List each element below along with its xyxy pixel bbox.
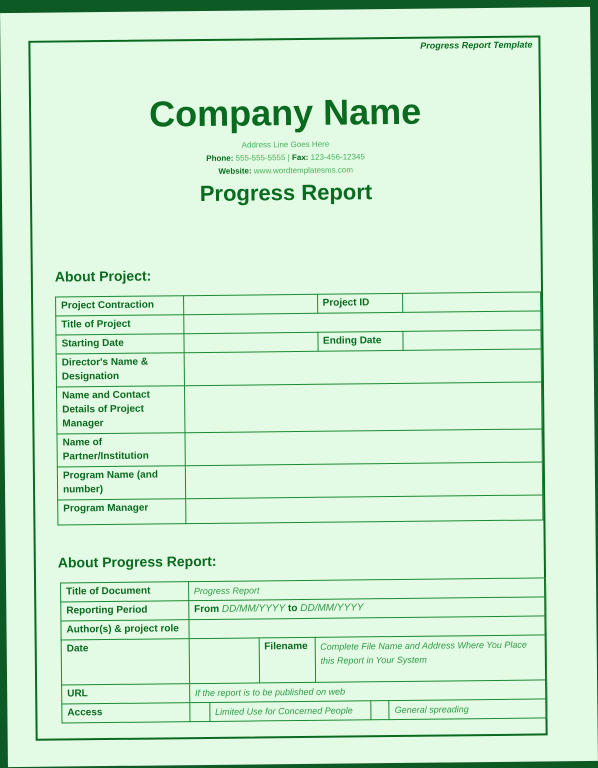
about-progress-heading: About Progress Report:	[57, 552, 217, 571]
program-name-label: Program Name (and number)	[57, 466, 185, 500]
table-row	[58, 495, 543, 525]
access-checkbox-1[interactable]	[190, 702, 210, 721]
phone-value: 555-555-5555	[235, 153, 286, 163]
contact-details-field[interactable]	[184, 382, 542, 433]
from-label: From	[194, 603, 220, 616]
table-row	[62, 699, 547, 723]
date-field[interactable]	[189, 638, 259, 684]
to-label: to	[287, 603, 298, 615]
table-row	[56, 349, 541, 387]
filename-value[interactable]: Complete File Name and Address Where You Place this Report in Your System	[315, 635, 547, 682]
project-id-label: Project ID	[317, 293, 403, 313]
about-project-table	[55, 291, 543, 525]
partner-label: Name of Partner/Institution	[57, 433, 185, 467]
url-label: URL	[62, 684, 190, 704]
table-row	[57, 462, 542, 500]
about-project-heading: About Project:	[54, 267, 152, 285]
starting-date-label: Starting Date	[56, 334, 184, 354]
to-date: DD/MM/YYYY	[300, 602, 364, 614]
program-name-field[interactable]	[185, 462, 542, 499]
about-progress-table	[60, 577, 547, 723]
table-row	[61, 635, 546, 685]
url-value[interactable]: If the report is to be published on web	[189, 680, 546, 703]
directors-name-label: Director's Name & Designation	[56, 353, 184, 387]
table-row	[57, 429, 542, 467]
fax-value: 123-456-12345	[310, 152, 365, 162]
document-page	[0, 7, 598, 767]
ending-date-field[interactable]	[403, 330, 541, 350]
table-row	[56, 382, 541, 434]
website-line	[32, 163, 540, 177]
template-tag: Progress Report Template	[420, 39, 533, 51]
project-contraction-field[interactable]	[183, 294, 317, 314]
starting-date-field[interactable]	[184, 332, 318, 352]
project-id-field[interactable]	[403, 292, 541, 312]
contact-details-label: Name and Contact Details of Project Manager	[56, 386, 184, 434]
access-label: Access	[62, 703, 190, 723]
ending-date-label: Ending Date	[317, 331, 403, 351]
directors-name-field[interactable]	[184, 349, 541, 386]
partner-field[interactable]	[185, 429, 542, 466]
website-value: www.wordtemplatesms.com	[253, 165, 354, 176]
address-line: Address Line Goes Here	[241, 139, 330, 150]
filename-label: Filename	[259, 637, 315, 683]
access-checkbox-2[interactable]	[371, 701, 389, 720]
program-manager-label: Program Manager	[58, 499, 186, 525]
date-label: Date	[61, 639, 189, 685]
title-of-project-label: Title of Project	[56, 315, 184, 335]
website-label: Website:	[218, 166, 252, 176]
from-date: DD/MM/YYYY	[221, 603, 286, 615]
phone-label: Phone:	[206, 153, 234, 163]
page-border	[28, 35, 547, 740]
program-manager-field[interactable]	[186, 495, 543, 524]
reporting-period-label: Reporting Period	[61, 601, 189, 621]
company-name: Company Name	[148, 90, 422, 135]
access-option-general: General spreading	[389, 699, 547, 720]
access-option-limited: Limited Use for Concerned People	[210, 701, 372, 722]
authors-label: Author(s) & project role	[61, 620, 189, 640]
report-title: Progress Report	[199, 179, 373, 207]
title-of-document-label: Title of Document	[61, 582, 189, 602]
phone-fax-line: Phone: 555-555-5555 | Fax: 123-456-12345	[206, 152, 365, 163]
project-contraction-label: Project Contraction	[56, 296, 184, 316]
title-of-document-value[interactable]: Progress Report	[188, 578, 545, 601]
fax-label: Fax:	[291, 152, 309, 163]
